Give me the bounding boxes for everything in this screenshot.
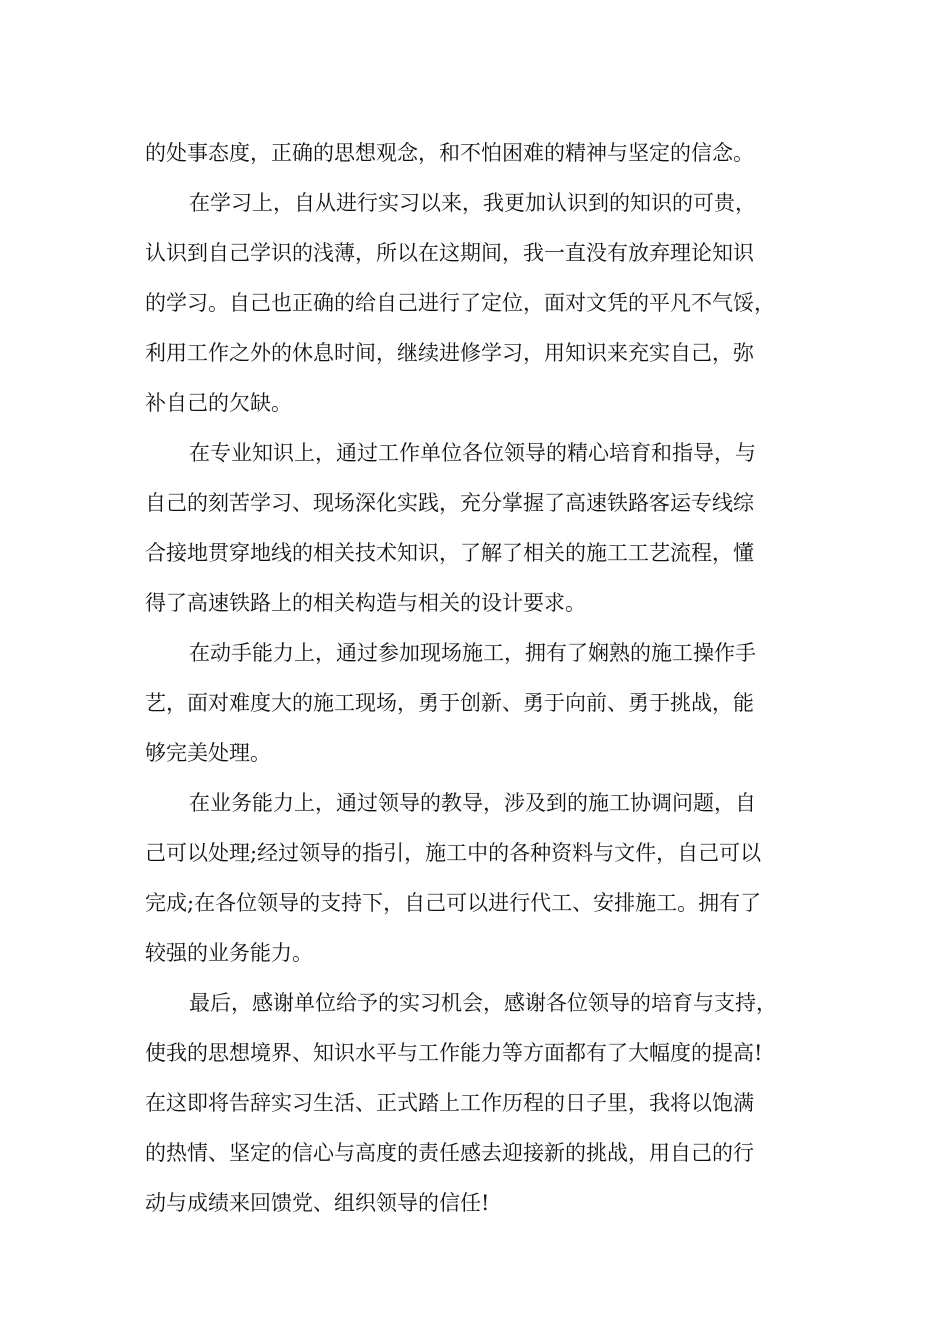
paragraph-first-line: 在学习上，自从进行实习以来，我更加认识到的知识的可贵，	[189, 191, 756, 215]
text-line: 在这即将告辞实习生活、正式踏上工作历程的日子里，我将以饱满	[145, 1091, 754, 1115]
text-line: 认识到自己学识的浅薄，所以在这期间，我一直没有放弃理论知识	[145, 241, 754, 265]
text-line: 补自己的欠缺。	[145, 391, 292, 415]
text-line: 使我的思想境界、知识水平与工作能力等方面都有了大幅度的提高!	[145, 1041, 763, 1065]
paragraph-first-line: 在专业知识上，通过工作单位各位领导的精心培育和指导，与	[189, 441, 756, 465]
text-line: 得了高速铁路上的相关构造与相关的设计要求。	[145, 591, 586, 615]
paragraph-first-line: 在业务能力上，通过领导的教导，涉及到的施工协调问题，自	[189, 791, 756, 815]
paragraph-first-line: 在动手能力上，通过参加现场施工，拥有了娴熟的施工操作手	[189, 641, 756, 665]
text-line: 的处事态度，正确的思想观念，和不怕困难的精神与坚定的信念。	[145, 141, 754, 165]
text-line: 自己的刻苦学习、现场深化实践，充分掌握了高速铁路客运专线综	[145, 491, 754, 515]
text-line: 够完美处理。	[145, 741, 271, 765]
text-line: 艺，面对难度大的施工现场，勇于创新、勇于向前、勇于挑战，能	[145, 691, 754, 715]
text-line: 合接地贯穿地线的相关技术知识，了解了相关的施工工艺流程，懂	[145, 541, 754, 565]
text-line: 利用工作之外的休息时间，继续进修学习，用知识来充实自己，弥	[145, 341, 754, 365]
paragraph-first-line: 最后，感谢单位给予的实习机会，感谢各位领导的培育与支持，	[189, 991, 777, 1015]
document-body	[145, 128, 835, 1228]
text-line: 完成;在各位领导的支持下，自己可以进行代工、安排施工。拥有了	[145, 891, 762, 915]
text-line: 动与成绩来回馈党、组织领导的信任!	[145, 1191, 490, 1215]
text-line: 的热情、坚定的信心与高度的责任感去迎接新的挑战，用自己的行	[145, 1141, 754, 1165]
text-line: 己可以处理;经过领导的指引，施工中的各种资料与文件，自己可以	[145, 841, 762, 865]
text-line: 较强的业务能力。	[145, 941, 313, 965]
text-line: 的学习。自己也正确的给自己进行了定位，面对文凭的平凡不气馁，	[145, 291, 775, 315]
